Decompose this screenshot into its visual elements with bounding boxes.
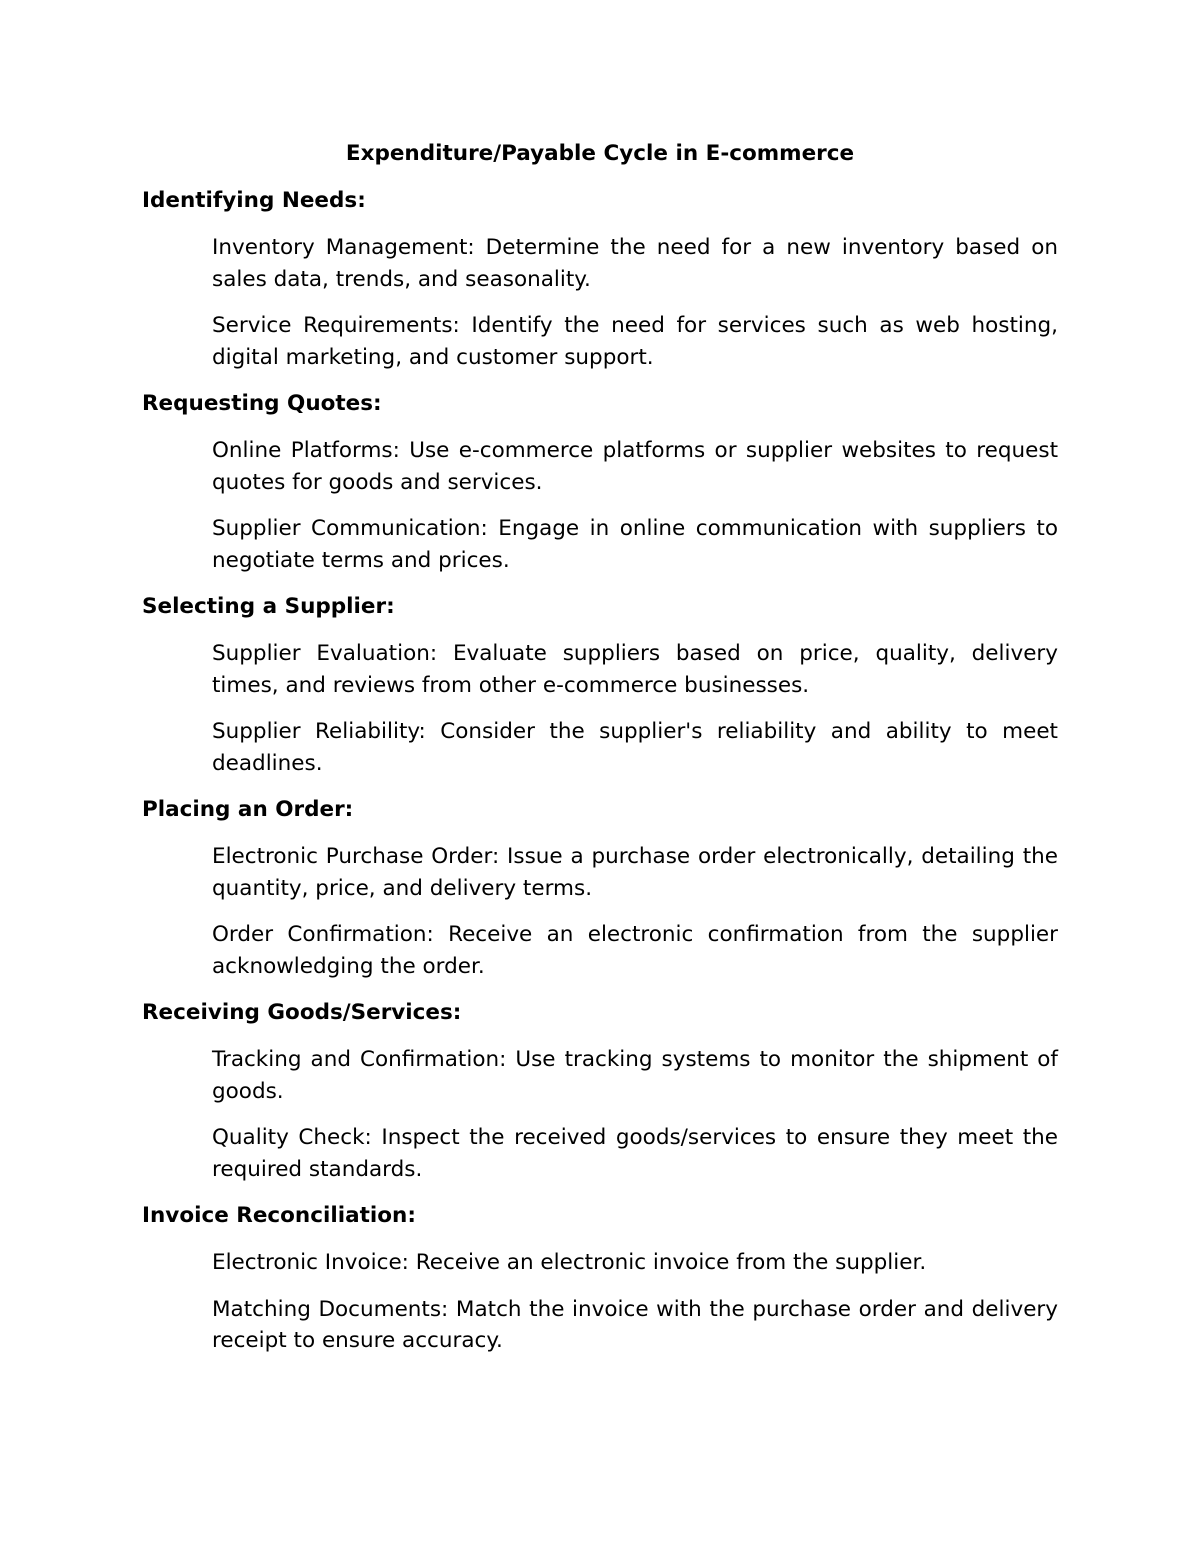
paragraph: Supplier Communication: Engage in online communication with suppliers to negotiate terms and prices. [212,516,1058,573]
paragraph: Order Confirmation: Receive an electronic confirmation from the supplier acknowledging the order. [212,922,1058,979]
document-title: Expenditure/Payable Cycle in E-commerce [345,141,855,166]
section-heading: Identifying Needs: [142,188,366,213]
section-placing-order [142,794,1058,982]
section-heading: Receiving Goods/Services: [142,1000,462,1025]
section-invoice-reconciliation [142,1200,1058,1357]
section-receiving-goods [142,997,1058,1185]
paragraph: Supplier Evaluation: Evaluate suppliers based on price, quality, delivery times, and reviews from other e-commerce businesses. [212,641,1058,698]
section-heading: Selecting a Supplier: [142,594,395,619]
paragraph: Service Requirements: Identify the need for services such as web hosting, digital marketing, and customer support. [212,313,1058,370]
section-identifying-needs [142,185,1058,373]
paragraph: Inventory Management: Determine the need for a new inventory based on sales data, trends, and seasonality. [212,235,1058,292]
paragraph: Supplier Reliability: Consider the supplier's reliability and ability to meet deadlines. [212,719,1058,776]
paragraph: Quality Check: Inspect the received goods/services to ensure they meet the required standards. [212,1125,1058,1182]
section-requesting-quotes [142,388,1058,576]
paragraph: Online Platforms: Use e-commerce platforms or supplier websites to request quotes for goods and services. [212,438,1058,495]
section-heading: Requesting Quotes: [142,391,382,416]
paragraph: Electronic Invoice: Receive an electronic invoice from the supplier. [212,1250,927,1275]
paragraph: Matching Documents: Match the invoice with the purchase order and delivery receipt to ensure accuracy. [212,1296,1058,1353]
section-heading: Invoice Reconciliation: [142,1203,416,1228]
paragraph: Electronic Purchase Order: Issue a purchase order electronically, detailing the quantity, price, and delivery terms. [212,844,1058,901]
section-heading: Placing an Order: [142,797,354,822]
paragraph: Tracking and Confirmation: Use tracking systems to monitor the shipment of goods. [212,1047,1058,1104]
section-selecting-supplier [142,591,1058,779]
